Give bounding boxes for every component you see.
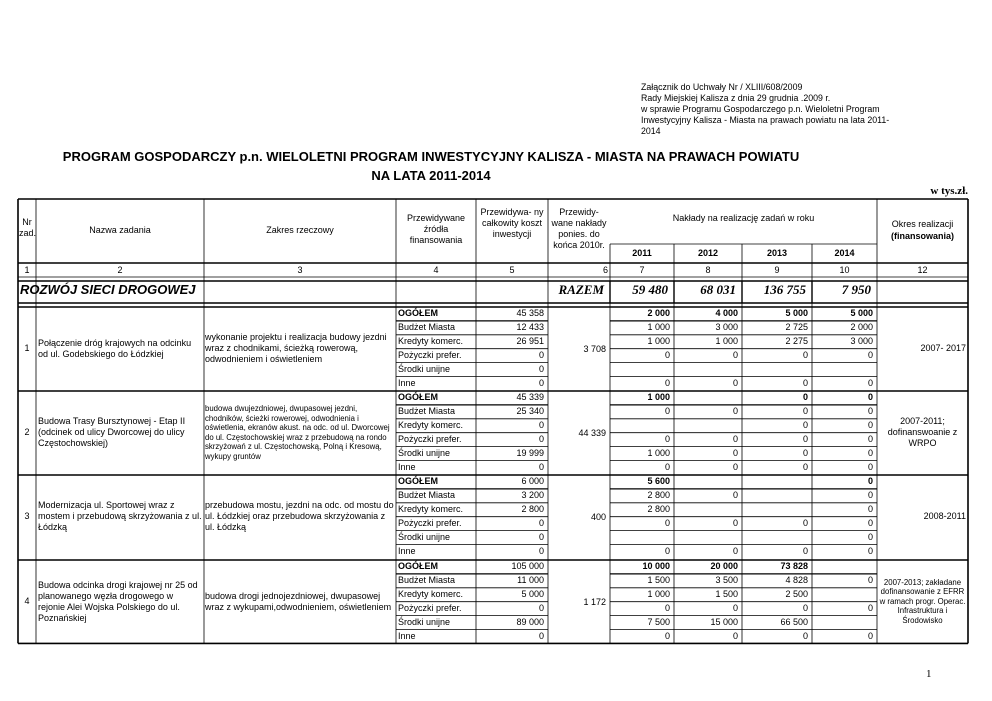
cost-value: 2 800 [521, 503, 544, 514]
header-period-sub: (finansowania) [890, 231, 954, 241]
cost-value: 0 [538, 419, 544, 430]
cost-value: 26 951 [516, 335, 544, 346]
unit-label: w tys.zł. [930, 185, 968, 197]
year-value-2012: 0 [732, 405, 738, 416]
page-number: 1 [926, 668, 932, 680]
source-label: OGÓŁEM [398, 561, 438, 571]
cost-value: 0 [538, 377, 544, 388]
year-value-2013: 0 [802, 392, 808, 402]
year-value-2012: 0 [732, 489, 738, 500]
year-value-2013: 2 500 [785, 588, 808, 599]
header-scope: Zakres rzeczowy [266, 225, 334, 235]
year-value-2014: 0 [867, 489, 873, 500]
year-value-2011: 2 800 [647, 489, 670, 500]
year-value-2014: 3 000 [850, 335, 873, 346]
year-value-2012: 20 000 [710, 561, 738, 571]
year-value-2012: 0 [732, 630, 738, 641]
year-value-2013: 0 [802, 630, 808, 641]
column-number: 1 [24, 265, 30, 275]
header-name: Nazwa zadania [89, 225, 151, 235]
cost-value: 0 [538, 630, 544, 641]
year-value-2013: 5 000 [785, 308, 808, 318]
year-value-2013: 0 [802, 545, 808, 556]
source-label: Pożyczki prefer. [398, 433, 462, 444]
year-value-2014: 2 000 [850, 321, 873, 332]
column-number: 8 [705, 265, 711, 275]
year-value-2012: 0 [732, 517, 738, 528]
cost-value: 6 000 [521, 476, 544, 486]
column-number: 5 [509, 265, 515, 275]
header-nr: Nr zad. [19, 217, 37, 238]
year-value-2013: 0 [802, 377, 808, 388]
year-value-2012: 3 000 [715, 321, 738, 332]
source-label: OGÓŁEM [398, 308, 438, 318]
source-label: Pożyczki prefer. [398, 602, 462, 613]
year-value-2014: 0 [867, 545, 873, 556]
year-value-2013: 0 [802, 461, 808, 472]
year-value-2013: 2 275 [785, 335, 808, 346]
task-number: 3 [24, 510, 30, 521]
task-number: 1 [24, 342, 30, 353]
year-value-2014: 0 [867, 419, 873, 430]
year-value-2014: 5 000 [850, 308, 873, 318]
column-number: 10 [839, 265, 850, 275]
year-value-2011: 5 600 [647, 476, 670, 486]
year-value-2012: 0 [732, 377, 738, 388]
year-value-2014: 0 [867, 392, 873, 402]
year-value-2013: 0 [802, 405, 808, 416]
cost-value: 5 000 [521, 588, 544, 599]
year-value-2014: 0 [867, 349, 873, 360]
year-value-2012: 0 [732, 433, 738, 444]
column-number: 4 [433, 265, 439, 275]
task-scope: budowa dwujezdniowej, dwupasowej jezdni, chodników, ścieżki rowerowej, odwodnienia i oświetlenia, ekranów akust. na odc. od ul. Dworcowej do ul. Częstochowskiej wraz z przebudową na rondo skrzyżowań z ul. Częstochowską, Polną i Kresową, wykupy gruntów [205, 403, 390, 461]
cost-value: 12 433 [516, 321, 544, 332]
cost-value: 0 [538, 433, 544, 444]
cost-value: 0 [538, 545, 544, 556]
year-value-2014: 0 [867, 476, 873, 486]
column-number: 2 [117, 265, 123, 275]
cost-value: 0 [538, 602, 544, 613]
annex-note-line: 2014 [641, 126, 661, 136]
cost-value: 45 339 [516, 392, 544, 402]
annex-note-line: Inwestycyjny Kalisza - Miasta na prawach powiatu na lata 2011- [641, 115, 890, 125]
task-name: Budowa odcinka drogi krajowej nr 25 od planowanego węzła drogowego w rejonie Alei Wojska Polskiego do ul. Poznańskiej [38, 579, 198, 623]
year-value-2014: 0 [867, 574, 873, 585]
year-value-2011: 0 [664, 602, 670, 613]
year-value-2014: 0 [867, 602, 873, 613]
cost-value: 45 358 [516, 308, 544, 318]
section-total-2014: 7 950 [841, 282, 871, 297]
source-label: Kredyty komerc. [398, 335, 464, 346]
year-value-2012: 1 000 [715, 335, 738, 346]
header-year-2012: 2012 [697, 248, 719, 258]
cost-value: 0 [538, 461, 544, 472]
year-value-2011: 1 000 [647, 588, 670, 599]
header-year-2014: 2014 [834, 248, 855, 258]
source-label: Kredyty komerc. [398, 503, 464, 514]
year-value-2011: 1 500 [647, 574, 670, 585]
section-total-2011: 59 480 [632, 282, 668, 297]
section-total-2012: 68 031 [700, 282, 736, 297]
column-number: 12 [917, 265, 928, 275]
cost-value: 3 200 [521, 489, 544, 500]
column-number: 6 [602, 265, 608, 275]
task-period: 2007-2013; zakładane dofinansowanie z EFRR w ramach progr. Operac. Infrastruktura i Środowisko [879, 577, 966, 626]
year-value-2013: 0 [802, 419, 808, 430]
year-value-2011: 0 [664, 461, 670, 472]
source-label: Środki unijne [398, 616, 451, 627]
task-scope: przebudowa mostu, jezdni na odc. od mostu do ul. Łódzkiej oraz przebudowa skrzyżowania z ul. Łódzką [205, 500, 394, 533]
column-number: 7 [639, 265, 645, 275]
year-value-2013: 0 [802, 602, 808, 613]
year-value-2011: 0 [664, 349, 670, 360]
cost-value: 25 340 [516, 405, 544, 416]
year-value-2012: 0 [732, 602, 738, 613]
year-value-2014: 0 [867, 517, 873, 528]
year-value-2011: 0 [664, 377, 670, 388]
spent-value: 1 172 [583, 596, 606, 607]
year-value-2013: 73 828 [780, 561, 808, 571]
source-label: Inne [398, 545, 416, 556]
cost-value: 105 000 [511, 561, 544, 571]
year-value-2011: 0 [664, 545, 670, 556]
task-name: Połączenie dróg krajowych na odcinku od ul. Godebskiego do Łódzkiej [38, 337, 192, 359]
header-sources: Przewidywane źródła finansowania [406, 213, 466, 245]
year-value-2013: 4 828 [785, 574, 808, 585]
source-label: Inne [398, 630, 416, 641]
cost-value: 0 [538, 517, 544, 528]
source-label: Pożyczki prefer. [398, 349, 462, 360]
year-value-2011: 1 000 [647, 392, 670, 402]
source-label: Budżet Miasta [398, 489, 456, 500]
year-value-2014: 0 [867, 630, 873, 641]
year-value-2011: 0 [664, 517, 670, 528]
cost-value: 19 999 [516, 447, 544, 458]
spent-value: 3 708 [583, 343, 606, 354]
year-value-2011: 1 000 [647, 335, 670, 346]
cost-value: 0 [538, 363, 544, 374]
year-value-2013: 0 [802, 433, 808, 444]
year-value-2011: 10 000 [642, 561, 670, 571]
spent-value: 44 339 [578, 427, 606, 438]
year-value-2014: 0 [867, 405, 873, 416]
source-label: Budżet Miasta [398, 321, 456, 332]
year-value-2014: 0 [867, 531, 873, 542]
cost-value: 89 000 [516, 616, 544, 627]
annex-note-line: Załącznik do Uchwały Nr / XLIII/608/2009 [641, 82, 803, 92]
header-year-2013: 2013 [766, 248, 788, 258]
section-total-2013: 136 755 [763, 282, 806, 297]
year-value-2013: 66 500 [780, 616, 808, 627]
year-value-2012: 0 [732, 461, 738, 472]
year-value-2011: 0 [664, 433, 670, 444]
section-title: ROZWÓJ SIECI DROGOWEJ [20, 282, 196, 297]
task-name: Budowa Trasy Bursztynowej - Etap II (odcinek od ulicy Dworcowej do ulicy Częstochowskiej) [38, 416, 186, 449]
annex-note-line: Rady Miejskiej Kalisza z dnia 29 grudnia .2009 r. [641, 93, 831, 103]
year-value-2014: 0 [867, 433, 873, 444]
source-label: Kredyty komerc. [398, 588, 464, 599]
task-period: 2008-2011 [923, 511, 966, 522]
source-label: Inne [398, 461, 416, 472]
task-number: 2 [24, 426, 30, 437]
column-number: 3 [297, 265, 303, 275]
spent-value: 400 [590, 511, 606, 522]
source-label: Środki unijne [398, 447, 451, 458]
source-label: OGÓŁEM [398, 392, 438, 402]
year-value-2013: 0 [802, 517, 808, 528]
year-value-2013: 0 [802, 349, 808, 360]
source-label: Środki unijne [398, 531, 451, 542]
year-value-2013: 0 [802, 447, 808, 458]
year-value-2014: 0 [867, 447, 873, 458]
annex-note-line: w sprawie Programu Gospodarczego p.n. Wieloletni Program [641, 104, 880, 114]
year-value-2011: 7 500 [647, 616, 670, 627]
cost-value: 11 000 [517, 574, 544, 585]
year-value-2011: 0 [664, 630, 670, 641]
header-spent: Przewidy- wane nakłady ponies. do końca 2010r. [551, 207, 607, 250]
source-label: Środki unijne [398, 363, 451, 374]
year-value-2014: 0 [867, 503, 873, 514]
source-label: Budżet Miasta [398, 574, 456, 585]
cost-value: 0 [538, 349, 544, 360]
source-label: Budżet Miasta [398, 405, 456, 416]
header-cost: Przewidywa- ny całkowity koszt inwestycji [480, 207, 544, 239]
year-value-2011: 1 000 [647, 321, 670, 332]
year-value-2014: 0 [867, 377, 873, 388]
header-expenditure: Nakłady na realizację zadań w roku [672, 213, 815, 223]
year-value-2014: 0 [867, 461, 873, 472]
column-number: 9 [774, 265, 780, 275]
source-label: Kredyty komerc. [398, 419, 464, 430]
year-value-2011: 2 800 [647, 503, 670, 514]
section-total-label: RAZEM [558, 282, 604, 297]
document-title: PROGRAM GOSPODARCZY p.n. WIELOLETNI PROGRAM INWESTYCYJNY KALISZA - MIASTA NA PRAWACH POWIATU [62, 149, 800, 164]
document-subtitle: NA LATA 2011-2014 [371, 168, 491, 183]
year-value-2011: 0 [664, 405, 670, 416]
year-value-2012: 3 500 [715, 574, 738, 585]
task-period: 2007-2011; dofinanswoanie z WRPO [887, 416, 958, 449]
source-label: Inne [398, 377, 416, 388]
source-label: OGÓŁEM [398, 476, 438, 486]
year-value-2011: 1 000 [647, 447, 670, 458]
year-value-2013: 2 725 [785, 321, 808, 332]
year-value-2012: 0 [732, 447, 738, 458]
year-value-2011: 2 000 [647, 308, 670, 318]
header-year-2011: 2011 [632, 248, 652, 258]
year-value-2012: 0 [732, 545, 738, 556]
task-scope: wykonanie projektu i realizacja budowy jezdni wraz z chodnikami, ścieżką rowerową, odwodnieniem i oświetleniem [205, 332, 387, 365]
header-period: Okres realizacji [891, 219, 954, 229]
task-name: Modernizacja ul. Sportowej wraz z mostem i przebudową skrzyżowania z ul. Łódzką [38, 500, 202, 533]
task-number: 4 [24, 595, 30, 606]
task-scope: budowa drogi jednojezdniowej, dwupasowej wraz z wykupami,odwodnieniem, oświetleniem [205, 590, 392, 612]
year-value-2012: 0 [732, 349, 738, 360]
year-value-2012: 4 000 [715, 308, 738, 318]
year-value-2012: 15 000 [710, 616, 738, 627]
task-period: 2007- 2017 [920, 343, 966, 354]
source-label: Pożyczki prefer. [398, 517, 462, 528]
year-value-2012: 1 500 [715, 588, 738, 599]
cost-value: 0 [538, 531, 544, 542]
